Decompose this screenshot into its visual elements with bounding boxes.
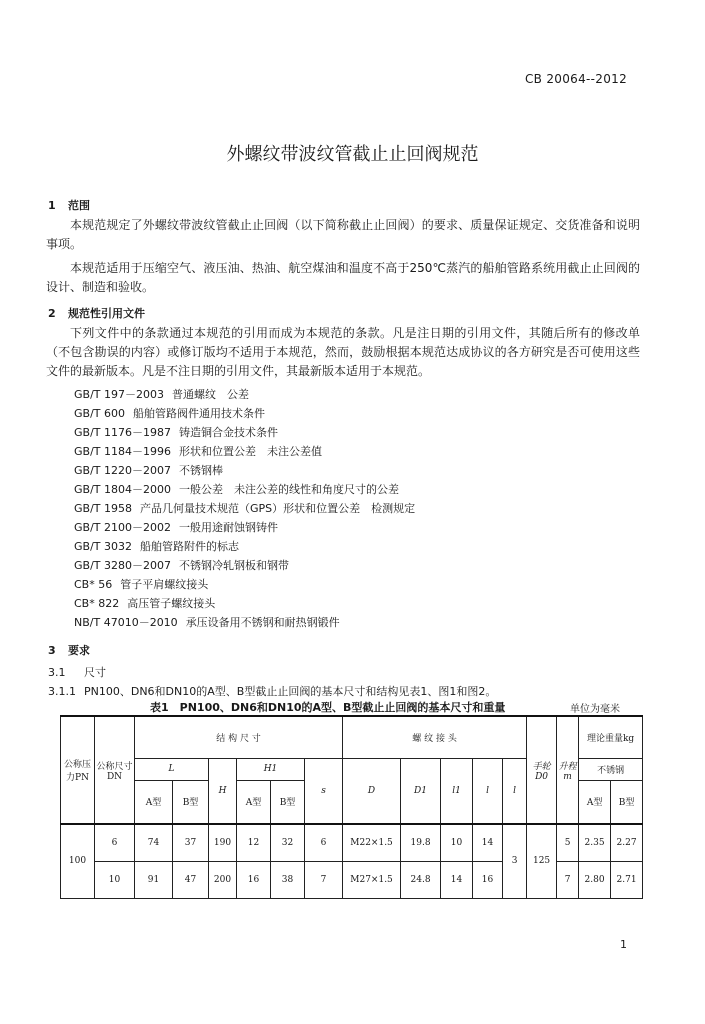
ref-item <box>74 443 330 459</box>
section-title: 规范性引用文件 <box>68 307 145 320</box>
header-weight-a: A型 <box>579 780 611 824</box>
ref-name: 铸造铜合金技术条件 <box>178 426 278 439</box>
cell-wa: 2.35 <box>579 824 611 861</box>
cell-pn: 100 <box>61 824 95 898</box>
ref-item <box>74 614 348 630</box>
cell-d1: 19.8 <box>401 824 441 861</box>
ref-code: GB/T 1220－2007 <box>74 464 171 477</box>
header-pn: 公称压力PN <box>61 716 95 824</box>
ref-name: 承压设备用不锈钢和耐热钢锻件 <box>185 616 340 629</box>
section-number: 3 <box>48 644 56 657</box>
cell-lb: 37 <box>173 824 209 861</box>
cell-d: M27×1.5 <box>343 861 401 898</box>
ref-code: GB/T 1176－1987 <box>74 426 171 439</box>
cell-wa: 2.80 <box>579 861 611 898</box>
header-L-a: A型 <box>135 780 173 824</box>
cell-l1: 14 <box>441 861 473 898</box>
ref-item <box>74 481 407 497</box>
cell-h: 190 <box>209 824 237 861</box>
ref-name: 产品几何量技术规范（GPS）形状和位置公差 检测规定 <box>140 502 416 515</box>
standard-number: CB 20064--2012 <box>525 72 627 86</box>
ref-name: 船舶管路附件的标志 <box>140 540 239 553</box>
ref-item <box>74 519 286 535</box>
section-title: 范围 <box>68 199 90 212</box>
table-caption: 表1 PN100、DN6和DN10的A型、B型截止止回阀的基本尺寸和重量 <box>150 701 506 714</box>
section-2-heading <box>48 305 145 321</box>
ref-code: GB/T 3032 <box>74 540 132 553</box>
cell-s: 6 <box>305 824 343 861</box>
header-L: L <box>135 758 209 780</box>
ref-item <box>74 405 273 421</box>
ref-code: GB/T 3280－2007 <box>74 559 171 572</box>
table-row <box>61 824 643 861</box>
cell-l1: 10 <box>441 824 473 861</box>
ref-name: 不锈钢冷轧钢板和钢带 <box>178 559 289 572</box>
clause-text: PN100、DN6和DN10的A型、B型截止止回阀的基本尺寸和结构见表1、图1和图2。 <box>84 685 497 698</box>
header-D: D <box>343 758 401 824</box>
ref-name: 一般公差 未注公差的线性和角度尺寸的公差 <box>178 483 399 496</box>
cell-s: 7 <box>305 861 343 898</box>
document-title: 外螺纹带波纹管截止止回阀规范 <box>226 144 479 165</box>
section-title: 要求 <box>68 644 90 657</box>
header-l: l <box>473 758 503 824</box>
header-structure: 结 构 尺 寸 <box>135 716 343 758</box>
ref-item <box>74 500 423 516</box>
header-H1: H1 <box>237 758 305 780</box>
header-s: s <box>305 758 343 824</box>
cell-h1a: 16 <box>237 861 271 898</box>
ref-name: 形状和位置公差 未注公差值 <box>178 445 322 458</box>
ref-name: 普通螺纹 公差 <box>171 388 249 401</box>
cell-h1b: 38 <box>271 861 305 898</box>
section-3-heading <box>48 642 90 658</box>
header-thread: 螺 纹 接 头 <box>343 716 527 758</box>
ref-name: 一般用途耐蚀钢铸件 <box>178 521 278 534</box>
cell-h1a: 12 <box>237 824 271 861</box>
cell-l2: 3 <box>503 824 527 898</box>
cell-dn: 10 <box>95 861 135 898</box>
ref-item <box>74 576 216 592</box>
header-lift: 升程m <box>557 716 579 824</box>
page-number: 1 <box>620 938 627 951</box>
ref-item <box>74 462 231 478</box>
subsection-number: 3.1 <box>48 666 66 679</box>
ref-code: GB/T 197－2003 <box>74 388 164 401</box>
refs-intro-paragraph: 下列文件中的条款通过本规范的引用而成为本规范的条款。凡是注日期的引用文件，其随后所有的修改单（不包含勘误的内容）或修订版均不适用于本规范，然而，鼓励根据本规范达成协议的各方研究是否可使用这些文件的最新版本。凡是不注日期的引用文件，其最新版本适用于本规范。 <box>46 326 640 378</box>
header-l2: l <box>503 758 527 824</box>
cell-m: 7 <box>557 861 579 898</box>
section-1-heading <box>48 197 90 213</box>
header-H1-b: B型 <box>271 780 305 824</box>
scope-paragraph-1: 本规范规定了外螺纹带波纹管截止止回阀（以下简称截止止回阀）的要求、质量保证规定、交货准备和说明事项。 <box>46 218 640 251</box>
ref-code: CB* 56 <box>74 578 113 591</box>
subsection-title: 尺寸 <box>84 666 106 679</box>
ref-code: NB/T 47010－2010 <box>74 616 178 629</box>
ref-item <box>74 595 223 611</box>
clause-3-1-1 <box>48 683 496 699</box>
header-D1: D1 <box>401 758 441 824</box>
ref-code: GB/T 1184－1996 <box>74 445 171 458</box>
header-dn: 公称尺寸DN <box>95 716 135 824</box>
cell-h1b: 32 <box>271 824 305 861</box>
scope-paragraph-2: 本规范适用于压缩空气、液压油、热油、航空煤油和温度不高于250℃蒸汽的船舶管路系统用截止止回阀的设计、制造和验收。 <box>46 261 640 294</box>
ref-code: GB/T 1958 <box>74 502 132 515</box>
cell-h: 200 <box>209 861 237 898</box>
cell-d0: 125 <box>527 824 557 898</box>
header-H1-a: A型 <box>237 780 271 824</box>
ref-item <box>74 386 257 402</box>
ref-code: GB/T 1804－2000 <box>74 483 171 496</box>
ref-code: GB/T 600 <box>74 407 125 420</box>
ref-name: 高压管子螺纹接头 <box>127 597 216 610</box>
cell-dn: 6 <box>95 824 135 861</box>
ref-item <box>74 424 286 440</box>
section-number: 1 <box>48 199 56 212</box>
ref-name: 管子平肩螺纹接头 <box>120 578 209 591</box>
ref-item <box>74 557 297 573</box>
cell-m: 5 <box>557 824 579 861</box>
header-L-b: B型 <box>173 780 209 824</box>
header-d0: 手轮D0 <box>527 716 557 824</box>
header-stainless: 不锈钢 <box>579 758 643 780</box>
ref-name: 不锈钢棒 <box>178 464 223 477</box>
dimensions-table <box>60 715 643 899</box>
ref-item <box>74 538 247 554</box>
ref-code: GB/T 2100－2002 <box>74 521 171 534</box>
cell-d1: 24.8 <box>401 861 441 898</box>
cell-l: 14 <box>473 824 503 861</box>
cell-la: 74 <box>135 824 173 861</box>
cell-la: 91 <box>135 861 173 898</box>
cell-d: M22×1.5 <box>343 824 401 861</box>
header-l1: l1 <box>441 758 473 824</box>
table-unit: 单位为毫米 <box>570 704 620 715</box>
table-header-row-1 <box>61 716 643 758</box>
cell-wb: 2.71 <box>611 861 643 898</box>
clause-number: 3.1.1 <box>48 685 76 698</box>
header-H: H <box>209 758 237 824</box>
header-weight: 理论重量kg <box>579 716 643 758</box>
ref-name: 船舶管路阀件通用技术条件 <box>133 407 265 420</box>
cell-wb: 2.27 <box>611 824 643 861</box>
header-weight-b: B型 <box>611 780 643 824</box>
ref-code: CB* 822 <box>74 597 120 610</box>
cell-lb: 47 <box>173 861 209 898</box>
cell-l: 16 <box>473 861 503 898</box>
section-number: 2 <box>48 307 56 320</box>
subsection-3-1-heading <box>48 664 106 680</box>
